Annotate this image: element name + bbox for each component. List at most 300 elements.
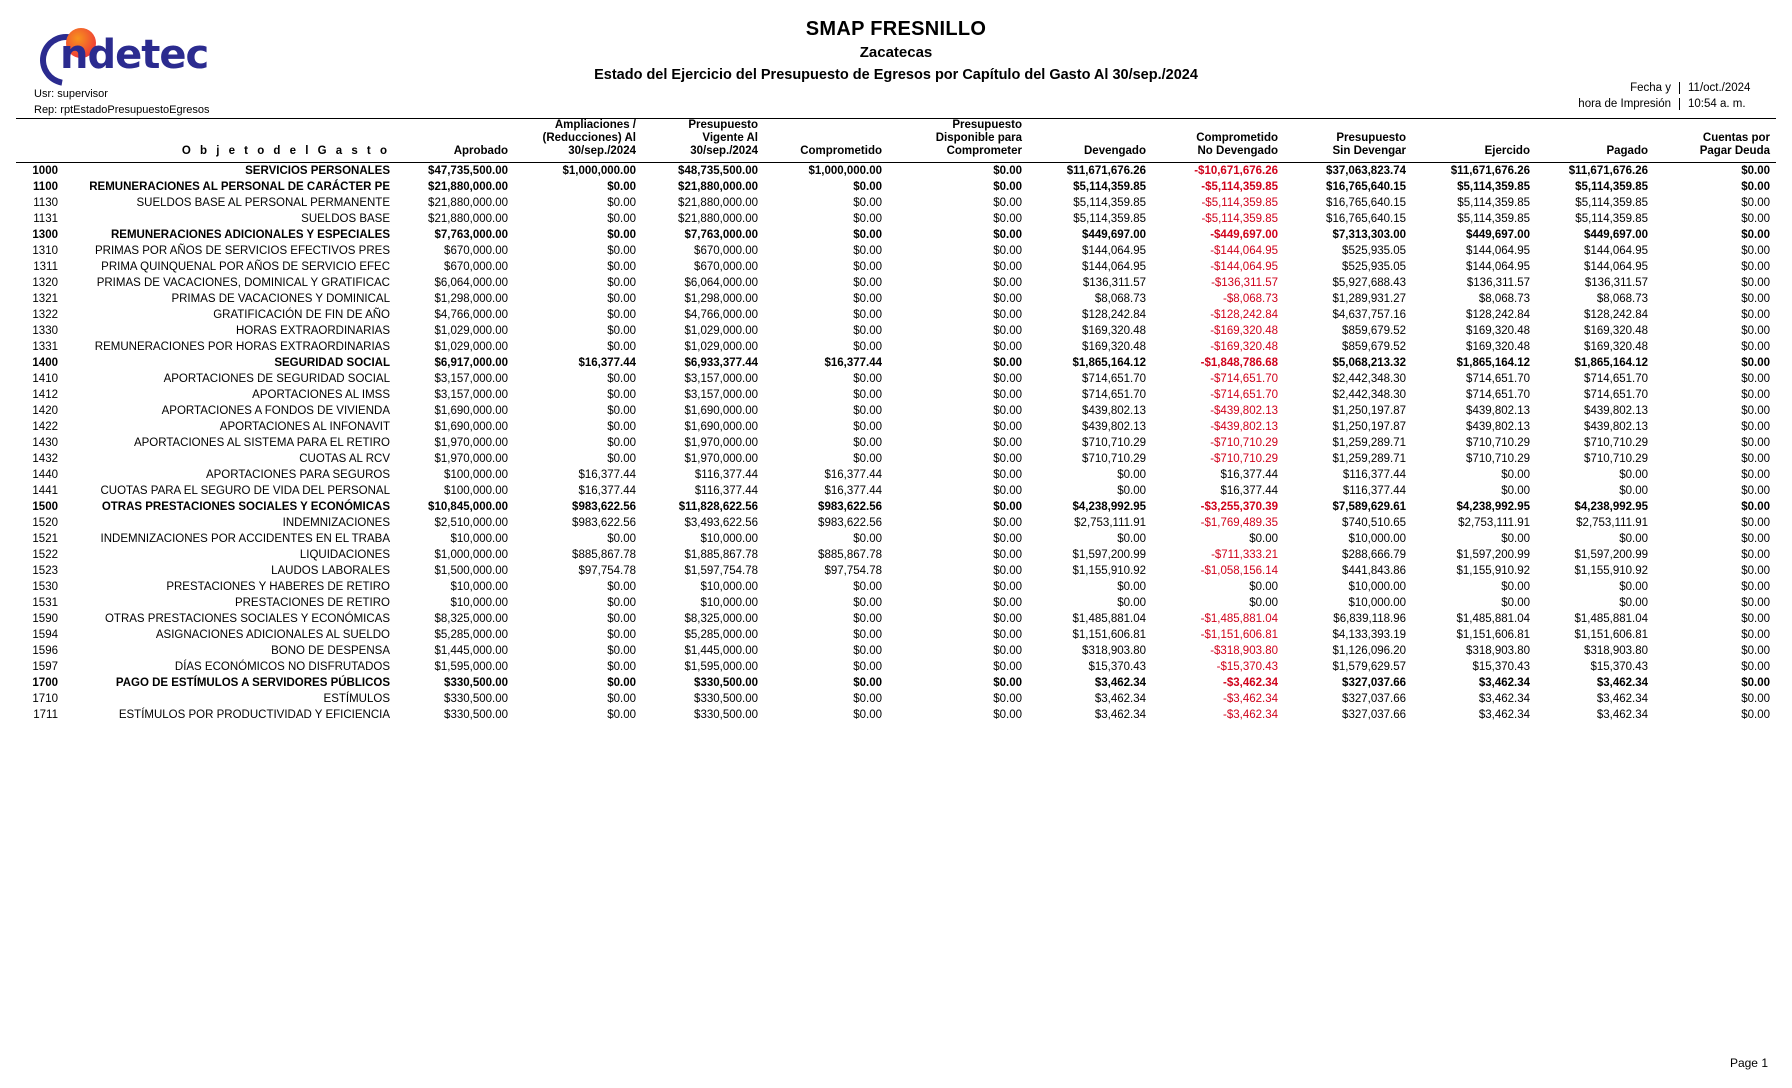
cell-vigente: $1,597,754.78 [684, 564, 758, 577]
cell-comp-no-dev: $0.00 [1249, 580, 1278, 593]
cell-comprometido: $0.00 [853, 452, 882, 465]
cell-ampliaciones: $983,622.56 [572, 500, 636, 513]
row-code: 1430 [32, 436, 58, 449]
cell-aprobado: $330,500.00 [444, 676, 508, 689]
cell-pagado: $128,242.84 [1584, 308, 1648, 321]
cell-comprometido: $0.00 [853, 244, 882, 257]
cell-aprobado: $330,500.00 [444, 708, 508, 721]
table-row [16, 675, 1776, 691]
cell-aprobado: $1,298,000.00 [434, 292, 508, 305]
col-devengado [1028, 119, 1152, 162]
cell-pagado: $0.00 [1619, 596, 1648, 609]
cell-comprometido: $0.00 [853, 212, 882, 225]
cell-pagado: $5,114,359.85 [1575, 196, 1648, 209]
row-description: CUOTAS PARA EL SEGURO DE VIDA DEL PERSONAL [100, 484, 390, 497]
cell-ejercido: $0.00 [1501, 468, 1530, 481]
cell-sin-devengar: $1,250,197.87 [1332, 420, 1406, 433]
cell-ampliaciones: $16,377.44 [578, 468, 636, 481]
cell-comp-no-dev: -$128,242.84 [1210, 308, 1278, 321]
cell-pagado: $136,311.57 [1584, 276, 1648, 289]
cell-ampliaciones: $1,000,000.00 [562, 164, 636, 177]
cell-sin-devengar: $16,765,640.15 [1326, 212, 1406, 225]
cell-sin-devengar: $327,037.66 [1342, 676, 1406, 689]
cell-ejercido: $144,064.95 [1466, 260, 1530, 273]
cell-comprometido: $0.00 [853, 532, 882, 545]
cell-ampliaciones: $0.00 [607, 244, 636, 257]
cell-ejercido: $1,155,910.92 [1456, 564, 1530, 577]
cell-comprometido: $0.00 [853, 308, 882, 321]
table-row [16, 499, 1776, 515]
cell-vigente: $116,377.44 [694, 484, 758, 497]
cell-comprometido: $983,622.56 [818, 516, 882, 529]
cell-comprometido: $0.00 [853, 708, 882, 721]
col-vigente [642, 119, 764, 162]
cell-aprobado: $10,845,000.00 [428, 500, 508, 513]
cell-ejercido: $1,151,606.81 [1456, 628, 1530, 641]
cell-aprobado: $1,029,000.00 [434, 324, 508, 337]
row-description: PRIMAS DE VACACIONES Y DOMINICAL [171, 292, 390, 305]
row-code: 1440 [32, 468, 58, 481]
cell-devengado: $0.00 [1117, 532, 1146, 545]
row-description: SUELDOS BASE [301, 212, 390, 225]
table-row [16, 179, 1776, 195]
cell-comp-no-dev: $16,377.44 [1220, 484, 1278, 497]
cell-aprobado: $5,285,000.00 [434, 628, 508, 641]
cell-devengado: $2,753,111.91 [1074, 516, 1146, 529]
cell-comp-no-dev: -$711,333.21 [1211, 548, 1278, 561]
cell-sin-devengar: $1,126,096.20 [1332, 644, 1406, 657]
cell-ejercido: $1,485,881.04 [1456, 612, 1530, 625]
cell-devengado: $4,238,992.95 [1072, 500, 1146, 513]
cell-vigente: $1,029,000.00 [684, 340, 758, 353]
cell-disponible: $0.00 [993, 372, 1022, 385]
report-id-label: Rep: rptEstadoPresupuestoEgresos [34, 104, 210, 116]
cell-sin-devengar: $7,313,303.00 [1332, 228, 1406, 241]
cell-ejercido: $3,462.34 [1478, 708, 1530, 721]
row-code: 1311 [33, 260, 58, 273]
cell-pagado: $439,802.13 [1584, 420, 1648, 433]
col-vigente-l2: Vigente Al [702, 132, 758, 145]
col-disponible-l1: Presupuesto [952, 119, 1022, 131]
cell-pagado: $3,462.34 [1596, 676, 1648, 689]
cell-devengado: $5,114,359.85 [1073, 180, 1146, 193]
cell-sin-devengar: $441,843.86 [1342, 564, 1406, 577]
row-description: BONO DE DESPENSA [271, 644, 390, 657]
row-description: CUOTAS AL RCV [299, 452, 390, 465]
cell-pagado: $4,238,992.95 [1574, 500, 1648, 513]
cell-comp-no-dev: -$5,114,359.85 [1201, 180, 1278, 193]
cell-aprobado: $3,157,000.00 [434, 372, 508, 385]
cell-devengado: $11,671,676.26 [1066, 164, 1146, 177]
row-code: 1321 [32, 292, 58, 305]
cell-comp-no-dev: -$1,848,786.68 [1200, 356, 1278, 369]
cell-comp-no-dev: -$714,651.70 [1210, 372, 1278, 385]
cell-comp-no-dev: -$710,710.29 [1210, 452, 1278, 465]
cell-sin-devengar: $327,037.66 [1342, 708, 1406, 721]
cell-aprobado: $7,763,000.00 [434, 228, 508, 241]
cell-cuentas: $0.00 [1741, 516, 1770, 529]
cell-comp-no-dev: -$3,462.34 [1223, 692, 1278, 705]
col-cuentas-l2: Pagar Deuda [1699, 145, 1770, 158]
cell-pagado: $11,671,676.26 [1568, 164, 1648, 177]
cell-comp-no-dev: -$144,064.95 [1210, 244, 1278, 257]
cell-ejercido: $2,753,111.91 [1458, 516, 1530, 529]
cell-disponible: $0.00 [993, 212, 1022, 225]
cell-aprobado: $3,157,000.00 [434, 388, 508, 401]
row-description: REMUNERACIONES POR HORAS EXTRAORDINARIAS [94, 340, 390, 353]
row-code: 1596 [32, 644, 58, 657]
col-pagado-l1: Pagado [1606, 145, 1648, 158]
cell-comprometido: $97,754.78 [824, 564, 882, 577]
cell-cuentas: $0.00 [1741, 292, 1770, 305]
logo-wordmark: ndetec [60, 32, 209, 78]
table-header-row [16, 119, 1776, 162]
cell-ejercido: $136,311.57 [1466, 276, 1530, 289]
row-code: 1597 [32, 660, 58, 673]
row-code: 1131 [33, 212, 58, 225]
table-row [16, 659, 1776, 675]
cell-comp-no-dev: -$3,462.34 [1223, 708, 1278, 721]
cell-devengado: $136,311.57 [1082, 276, 1146, 289]
cell-sin-devengar: $1,259,289.71 [1332, 436, 1406, 449]
cell-vigente: $4,766,000.00 [684, 308, 758, 321]
cell-disponible: $0.00 [993, 340, 1022, 353]
row-description: DÍAS ECONÓMICOS NO DISFRUTADOS [174, 660, 390, 673]
cell-cuentas: $0.00 [1741, 244, 1770, 257]
cell-comp-no-dev: -$169,320.48 [1210, 340, 1278, 353]
cell-ejercido: $714,651.70 [1466, 388, 1530, 401]
row-code: 1130 [33, 196, 58, 209]
table-row [16, 691, 1776, 707]
cell-disponible: $0.00 [993, 244, 1022, 257]
cell-cuentas: $0.00 [1741, 596, 1770, 609]
col-ampliaciones-l2: (Reducciones) Al [542, 132, 636, 145]
row-description: ESTÍMULOS POR PRODUCTIVIDAD Y EFICIENCIA [118, 708, 390, 721]
cell-ampliaciones: $0.00 [607, 180, 636, 193]
col-comp-no-dev-l1: Comprometido [1196, 132, 1278, 145]
cell-vigente: $10,000.00 [700, 580, 758, 593]
cell-ejercido: $8,068.73 [1478, 292, 1530, 305]
cell-ejercido: $5,114,359.85 [1457, 196, 1530, 209]
cell-comp-no-dev: -$10,671,676.26 [1194, 164, 1278, 177]
cell-comp-no-dev: -$714,651.70 [1210, 388, 1278, 401]
cell-comp-no-dev: -$1,151,606.81 [1200, 628, 1278, 641]
row-code: 1310 [32, 244, 58, 257]
col-comprometido-no-devengado [1152, 119, 1284, 162]
cell-comp-no-dev: -$1,485,881.04 [1200, 612, 1278, 625]
table-row [16, 611, 1776, 627]
row-description: PRESTACIONES DE RETIRO [234, 596, 390, 609]
cell-pagado: $714,651.70 [1584, 372, 1648, 385]
cell-comprometido: $1,000,000.00 [808, 164, 882, 177]
cell-devengado: $0.00 [1117, 468, 1146, 481]
row-code: 1530 [32, 580, 58, 593]
cell-ampliaciones: $0.00 [607, 292, 636, 305]
cell-vigente: $6,933,377.44 [684, 356, 758, 369]
cell-devengado: $0.00 [1117, 596, 1146, 609]
table-row [16, 275, 1776, 291]
cell-comprometido: $0.00 [853, 436, 882, 449]
cell-cuentas: $0.00 [1741, 276, 1770, 289]
cell-vigente: $10,000.00 [700, 532, 758, 545]
cell-comp-no-dev: -$3,462.34 [1223, 676, 1278, 689]
table-row [16, 227, 1776, 243]
cell-pagado: $710,710.29 [1584, 452, 1648, 465]
cell-sin-devengar: $1,579,629.57 [1332, 660, 1406, 673]
col-vigente-l3: 30/sep./2024 [690, 145, 758, 158]
row-code: 1331 [32, 340, 58, 353]
cell-comp-no-dev: -$439,802.13 [1210, 404, 1278, 417]
cell-cuentas: $0.00 [1741, 452, 1770, 465]
cell-sin-devengar: $859,679.52 [1342, 324, 1406, 337]
cell-cuentas: $0.00 [1741, 404, 1770, 417]
cell-ejercido: $169,320.48 [1466, 324, 1530, 337]
cell-comprometido: $16,377.44 [824, 468, 882, 481]
cell-aprobado: $100,000.00 [444, 484, 508, 497]
col-pagado [1536, 119, 1654, 162]
table-row [16, 419, 1776, 435]
cell-disponible: $0.00 [993, 548, 1022, 561]
row-code: 1700 [32, 676, 58, 689]
row-description: APORTACIONES AL INFONAVIT [219, 420, 390, 433]
cell-devengado: $5,114,359.85 [1073, 212, 1146, 225]
cell-sin-devengar: $116,377.44 [1342, 468, 1406, 481]
cell-comprometido: $0.00 [853, 660, 882, 673]
cell-aprobado: $21,880,000.00 [428, 196, 508, 209]
table-row [16, 307, 1776, 323]
cell-disponible: $0.00 [993, 500, 1022, 513]
cell-pagado: $8,068.73 [1596, 292, 1648, 305]
cell-vigente: $7,763,000.00 [684, 228, 758, 241]
cell-comp-no-dev: -$5,114,359.85 [1201, 196, 1278, 209]
cell-aprobado: $21,880,000.00 [428, 212, 508, 225]
row-description: OTRAS PRESTACIONES SOCIALES Y ECONÓMICAS [104, 612, 390, 625]
row-code: 1400 [32, 356, 58, 369]
cell-devengado: $3,462.34 [1094, 676, 1146, 689]
cell-pagado: $1,485,881.04 [1574, 612, 1648, 625]
col-ejercido [1412, 119, 1536, 162]
cell-sin-devengar: $10,000.00 [1348, 580, 1406, 593]
page-subtitle: Zacatecas [859, 44, 933, 61]
cell-comp-no-dev: -$3,255,370.39 [1200, 500, 1278, 513]
row-code: 1531 [32, 596, 58, 609]
cell-devengado: $439,802.13 [1082, 404, 1146, 417]
cell-devengado: $169,320.48 [1082, 324, 1146, 337]
table-row [16, 435, 1776, 451]
table-body [16, 162, 1776, 723]
row-description: APORTACIONES PARA SEGUROS [205, 468, 390, 481]
cell-aprobado: $10,000.00 [450, 596, 508, 609]
cell-vigente: $8,325,000.00 [684, 612, 758, 625]
cell-cuentas: $0.00 [1741, 340, 1770, 353]
cell-cuentas: $0.00 [1741, 228, 1770, 241]
cell-ejercido: $11,671,676.26 [1450, 164, 1530, 177]
cell-ampliaciones: $0.00 [607, 196, 636, 209]
table-row [16, 355, 1776, 371]
cell-disponible: $0.00 [993, 228, 1022, 241]
cell-comp-no-dev: -$5,114,359.85 [1201, 212, 1278, 225]
col-ampliaciones [514, 119, 642, 162]
row-code: 1432 [32, 452, 58, 465]
row-code: 1521 [32, 532, 58, 545]
cell-vigente: $1,690,000.00 [684, 420, 758, 433]
cell-vigente: $3,157,000.00 [684, 372, 758, 385]
cell-pagado: $449,697.00 [1584, 228, 1648, 241]
row-description: PRIMAS POR AÑOS DE SERVICIOS EFECTIVOS PRES [94, 244, 390, 257]
cell-devengado: $1,155,910.92 [1072, 564, 1146, 577]
cell-comp-no-dev: -$318,903.80 [1210, 644, 1278, 657]
cell-ejercido: $1,865,164.12 [1456, 356, 1530, 369]
table-row [16, 195, 1776, 211]
cell-ejercido: $318,903.80 [1466, 644, 1530, 657]
cell-aprobado: $670,000.00 [444, 244, 508, 257]
cell-disponible: $0.00 [993, 676, 1022, 689]
row-description: APORTACIONES A FONDOS DE VIVIENDA [161, 404, 390, 417]
cell-vigente: $1,885,867.78 [684, 548, 758, 561]
cell-aprobado: $10,000.00 [450, 532, 508, 545]
cell-sin-devengar: $4,637,757.16 [1332, 308, 1406, 321]
cell-ampliaciones: $0.00 [607, 644, 636, 657]
cell-ampliaciones: $0.00 [607, 388, 636, 401]
row-description: PAGO DE ESTÍMULOS A SERVIDORES PÚBLICOS [115, 676, 390, 689]
cell-vigente: $21,880,000.00 [678, 212, 758, 225]
page-title: SMAP FRESNILLO [805, 18, 987, 40]
cell-aprobado: $1,000,000.00 [434, 548, 508, 561]
cell-ejercido: $1,597,200.99 [1456, 548, 1530, 561]
cell-comprometido: $0.00 [853, 628, 882, 641]
table-row [16, 259, 1776, 275]
cell-devengado: $449,697.00 [1082, 228, 1146, 241]
cell-pagado: $1,597,200.99 [1574, 548, 1648, 561]
cell-ejercido: $4,238,992.95 [1456, 500, 1530, 513]
cell-devengado: $714,651.70 [1082, 372, 1146, 385]
table-row [16, 387, 1776, 403]
cell-aprobado: $21,880,000.00 [428, 180, 508, 193]
cell-comprometido: $885,867.78 [818, 548, 882, 561]
col-devengado-l1: Devengado [1084, 145, 1146, 158]
cell-devengado: $1,151,606.81 [1072, 628, 1146, 641]
cell-comprometido: $983,622.56 [818, 500, 882, 513]
cell-pagado: $318,903.80 [1584, 644, 1648, 657]
cell-sin-devengar: $327,037.66 [1342, 692, 1406, 705]
table-row [16, 563, 1776, 579]
cell-comprometido: $0.00 [853, 388, 882, 401]
cell-pagado: $144,064.95 [1584, 244, 1648, 257]
cell-ampliaciones: $0.00 [607, 692, 636, 705]
cell-cuentas: $0.00 [1741, 436, 1770, 449]
col-sin-devengar-l1: Presupuesto [1336, 132, 1406, 145]
cell-comp-no-dev: -$449,697.00 [1210, 228, 1278, 241]
cell-disponible: $0.00 [993, 276, 1022, 289]
row-code: 1100 [33, 180, 58, 193]
row-code: 1711 [33, 708, 58, 721]
row-description: ESTÍMULOS [323, 692, 390, 705]
table-row [16, 547, 1776, 563]
cell-comp-no-dev: $0.00 [1249, 532, 1278, 545]
cell-ampliaciones: $0.00 [607, 452, 636, 465]
cell-comprometido: $0.00 [853, 372, 882, 385]
cell-sin-devengar: $37,063,823.74 [1326, 164, 1406, 177]
table-row [16, 371, 1776, 387]
cell-pagado: $1,865,164.12 [1574, 356, 1648, 369]
cell-disponible: $0.00 [993, 164, 1022, 177]
cell-ejercido: $714,651.70 [1466, 372, 1530, 385]
table-row [16, 162, 1776, 179]
cell-vigente: $11,828,622.56 [678, 500, 758, 513]
cell-disponible: $0.00 [993, 596, 1022, 609]
cell-ejercido: $710,710.29 [1466, 452, 1530, 465]
row-description: LIQUIDACIONES [299, 548, 390, 561]
cell-pagado: $3,462.34 [1596, 708, 1648, 721]
cell-vigente: $670,000.00 [694, 260, 758, 273]
cell-comp-no-dev: -$136,311.57 [1211, 276, 1278, 289]
cell-aprobado: $10,000.00 [450, 580, 508, 593]
cell-aprobado: $1,029,000.00 [434, 340, 508, 353]
cell-comp-no-dev: -$1,058,156.14 [1200, 564, 1278, 577]
cell-disponible: $0.00 [993, 468, 1022, 481]
row-description: INDEMNIZACIONES [282, 516, 390, 529]
cell-aprobado: $1,970,000.00 [434, 436, 508, 449]
col-vigente-l1: Presupuesto [688, 119, 758, 131]
cell-comp-no-dev: -$169,320.48 [1210, 324, 1278, 337]
cell-aprobado: $4,766,000.00 [434, 308, 508, 321]
cell-vigente: $48,735,500.00 [678, 164, 758, 177]
cell-cuentas: $0.00 [1741, 644, 1770, 657]
cell-devengado: $439,802.13 [1082, 420, 1146, 433]
cell-ampliaciones: $0.00 [607, 228, 636, 241]
cell-devengado: $1,865,164.12 [1072, 356, 1146, 369]
cell-disponible: $0.00 [993, 484, 1022, 497]
cell-cuentas: $0.00 [1741, 420, 1770, 433]
cell-devengado: $169,320.48 [1082, 340, 1146, 353]
cell-cuentas: $0.00 [1741, 260, 1770, 273]
row-description: PRIMAS DE VACACIONES, DOMINICAL Y GRATIFICAC [96, 276, 390, 289]
cell-comprometido: $16,377.44 [824, 484, 882, 497]
cell-cuentas: $0.00 [1741, 324, 1770, 337]
row-description: ASIGNACIONES ADICIONALES AL SUELDO [155, 628, 390, 641]
cell-aprobado: $330,500.00 [444, 692, 508, 705]
row-code: 1522 [32, 548, 58, 561]
cell-sin-devengar: $5,927,688.43 [1332, 276, 1406, 289]
cell-cuentas: $0.00 [1741, 484, 1770, 497]
cell-devengado: $8,068.73 [1094, 292, 1146, 305]
cell-ampliaciones: $0.00 [607, 276, 636, 289]
table-row [16, 323, 1776, 339]
cell-vigente: $6,064,000.00 [684, 276, 758, 289]
cell-comprometido: $0.00 [853, 644, 882, 657]
cell-pagado: $144,064.95 [1584, 260, 1648, 273]
cell-disponible: $0.00 [993, 292, 1022, 305]
row-description: PRESTACIONES Y HABERES DE RETIRO [166, 580, 390, 593]
cell-comprometido: $0.00 [853, 612, 882, 625]
cell-vigente: $1,298,000.00 [684, 292, 758, 305]
cell-ampliaciones: $0.00 [607, 660, 636, 673]
cell-pagado: $439,802.13 [1584, 404, 1648, 417]
cell-ampliaciones: $0.00 [607, 436, 636, 449]
cell-sin-devengar: $5,068,213.32 [1332, 356, 1406, 369]
cell-aprobado: $47,735,500.00 [428, 164, 508, 177]
cell-devengado: $144,064.95 [1082, 260, 1146, 273]
cell-aprobado: $100,000.00 [444, 468, 508, 481]
table-row [16, 515, 1776, 531]
row-description: HORAS EXTRAORDINARIAS [236, 324, 390, 337]
cell-cuentas: $0.00 [1741, 628, 1770, 641]
report-header [0, 0, 1792, 118]
cell-disponible: $0.00 [993, 564, 1022, 577]
col-aprobado [396, 119, 514, 162]
cell-ampliaciones: $0.00 [607, 404, 636, 417]
cell-devengado: $1,485,881.04 [1072, 612, 1146, 625]
